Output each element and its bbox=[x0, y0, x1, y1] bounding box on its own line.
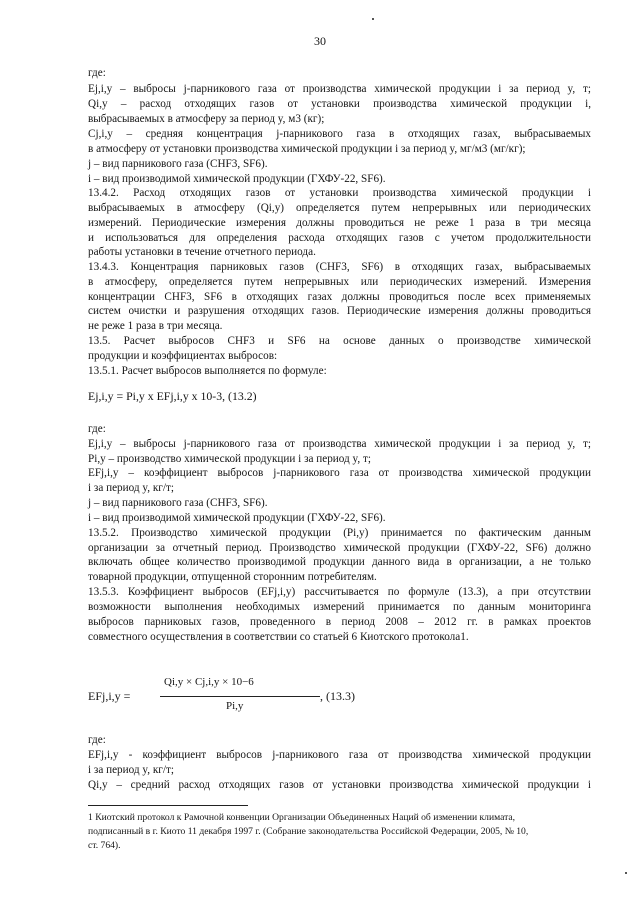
text-line: j – вид парникового газа (CHF3, SF6). bbox=[88, 158, 268, 170]
text-line: 13.5. Расчет выбросов CHF3 и SF6 на основе данных о производстве химической bbox=[88, 335, 591, 347]
text-line: работы установки в течение отчетного периода. bbox=[88, 246, 316, 258]
text-line: совместного осуществления в соответствии со статьей 6 Киотского протокола1. bbox=[88, 631, 469, 643]
text-line: EFj,i,y – коэффициент выбросов j-парникового газа от производства химической продукции bbox=[88, 467, 591, 479]
formula-13-3 bbox=[88, 672, 388, 722]
text-line: в атмосферу от установки производства химической продукции i за период y, мг/м3 (мг/кг); bbox=[88, 143, 526, 155]
footnote-line: 1 Киотский протокол к Рамочной конвенции Организации Объединенных Наций об изменении климата, bbox=[88, 812, 516, 823]
text-line: 13.5.2. Производство химической продукции (Pi,y) принимается по фактическим данным bbox=[88, 527, 591, 539]
text-line: 13.5.3. Коэффициент выбросов (EFj,i,y) рассчитывается по формуле (13.3), а при отсутствии bbox=[88, 586, 591, 598]
text-line: j – вид парникового газа (CHF3, SF6). bbox=[88, 497, 268, 509]
text-line: измерений. Периодические измерения должны проводиться не реже 1 раза в три месяца bbox=[88, 217, 591, 229]
text-line: Ej,i,y – выбросы j-парникового газа от производства химической продукции i за период y, т; bbox=[88, 438, 591, 450]
text-line: где: bbox=[88, 67, 106, 79]
formula-13-3-denominator: Pi,y bbox=[226, 700, 244, 712]
text-line: выбрасываемых в атмосферу (Qi,y) определяется путем непрерывных или периодических bbox=[88, 202, 591, 214]
text-line: выбросов парниковых газов, проведенного в период 2008 – 2012 гг. в рамках проектов bbox=[88, 616, 591, 628]
scan-speck bbox=[372, 18, 374, 20]
text-line: Pi,y – производство химической продукции i за период y, т; bbox=[88, 453, 372, 465]
text-line: продукции и коэффициентах выбросов: bbox=[88, 350, 278, 362]
text-line: Ej,i,y – выбросы j-парникового газа от производства химической продукции i за период y, т; bbox=[88, 83, 591, 95]
text-line: i за период y, кг/т; bbox=[88, 482, 174, 494]
text-line: Qi,y – средний расход отходящих газов от установки производства химической продукции i bbox=[88, 779, 591, 791]
page-number: 30 bbox=[314, 34, 326, 48]
text-line: 13.4.3. Концентрация парниковых газов (CHF3, SF6) в отходящих газах, выбрасываемых bbox=[88, 261, 591, 273]
formula-13-3-numerator: Qi,y × Cj,i,y × 10−6 bbox=[164, 676, 254, 688]
text-line: Qi,y – расход отходящих газов от установки производства химической продукции i, bbox=[88, 98, 591, 110]
text-line: где: bbox=[88, 734, 106, 746]
footnote-line: ст. 764). bbox=[88, 840, 121, 851]
formula-13-3-label: , (13.3) bbox=[320, 689, 355, 703]
text-line: 13.4.2. Расход отходящих газов от установки производства химической продукции i bbox=[88, 187, 591, 199]
text-line: где: bbox=[88, 423, 106, 435]
text-line: не реже 1 раза в три месяца. bbox=[88, 320, 223, 332]
text-line: i – вид производимой химической продукции (ГХФУ-22, SF6). bbox=[88, 173, 386, 185]
footnote-line: подписанный в г. Киото 11 декабря 1997 г. (Собрание законодательства Российской Федерации, 2005, № 10, bbox=[88, 826, 529, 837]
footnote-separator bbox=[88, 805, 248, 806]
text-line: организации за отчетный период. Производство химической продукции (ГХФУ-22, SF6) должно bbox=[88, 542, 591, 554]
text-line: i – вид производимой химической продукции (ГХФУ-22, SF6). bbox=[88, 512, 386, 524]
fraction-bar bbox=[160, 696, 320, 697]
formula-13-3-lhs: EFj,i,y = bbox=[88, 689, 131, 703]
text-line: в атмосферу, определяется путем непрерывных или периодических измерений. Измерения bbox=[88, 276, 591, 288]
text-line: систем очистки и разрушения отходящих газов. Периодические измерения должны проводиться bbox=[88, 305, 591, 317]
text-line: возможности выполнения необходимых измерений принимается по данным мониторинга bbox=[88, 601, 591, 613]
text-line: концентрации CHF3, SF6 в отходящих газах должны проводиться после всех применяемых bbox=[88, 291, 591, 303]
text-line: включать общее количество производимой продукции данного вида в организации, а не только bbox=[88, 556, 591, 568]
text-line: товарной продукции, отпущенной сторонним потребителям. bbox=[88, 571, 377, 583]
text-line: Cj,i,y – средняя концентрация j-парникового газа в отходящих газах, выбрасываемых bbox=[88, 128, 591, 140]
scan-speck bbox=[625, 872, 627, 874]
formula-13-2: Ej,i,y = Pi,y x EFj,i,y x 10-3, (13.2) bbox=[88, 389, 257, 403]
text-line: 13.5.1. Расчет выбросов выполняется по формуле: bbox=[88, 365, 327, 377]
text-line: EFj,i,y - коэффициент выбросов j-парникового газа от производства химической продукции bbox=[88, 749, 591, 761]
text-line: и использоваться для определения расхода отходящих газов с учетом продолжительности bbox=[88, 232, 591, 244]
text-line: выбрасываемых в атмосферу за период y, м3 (кг); bbox=[88, 113, 325, 125]
text-line: i за период y, кг/т; bbox=[88, 764, 174, 776]
